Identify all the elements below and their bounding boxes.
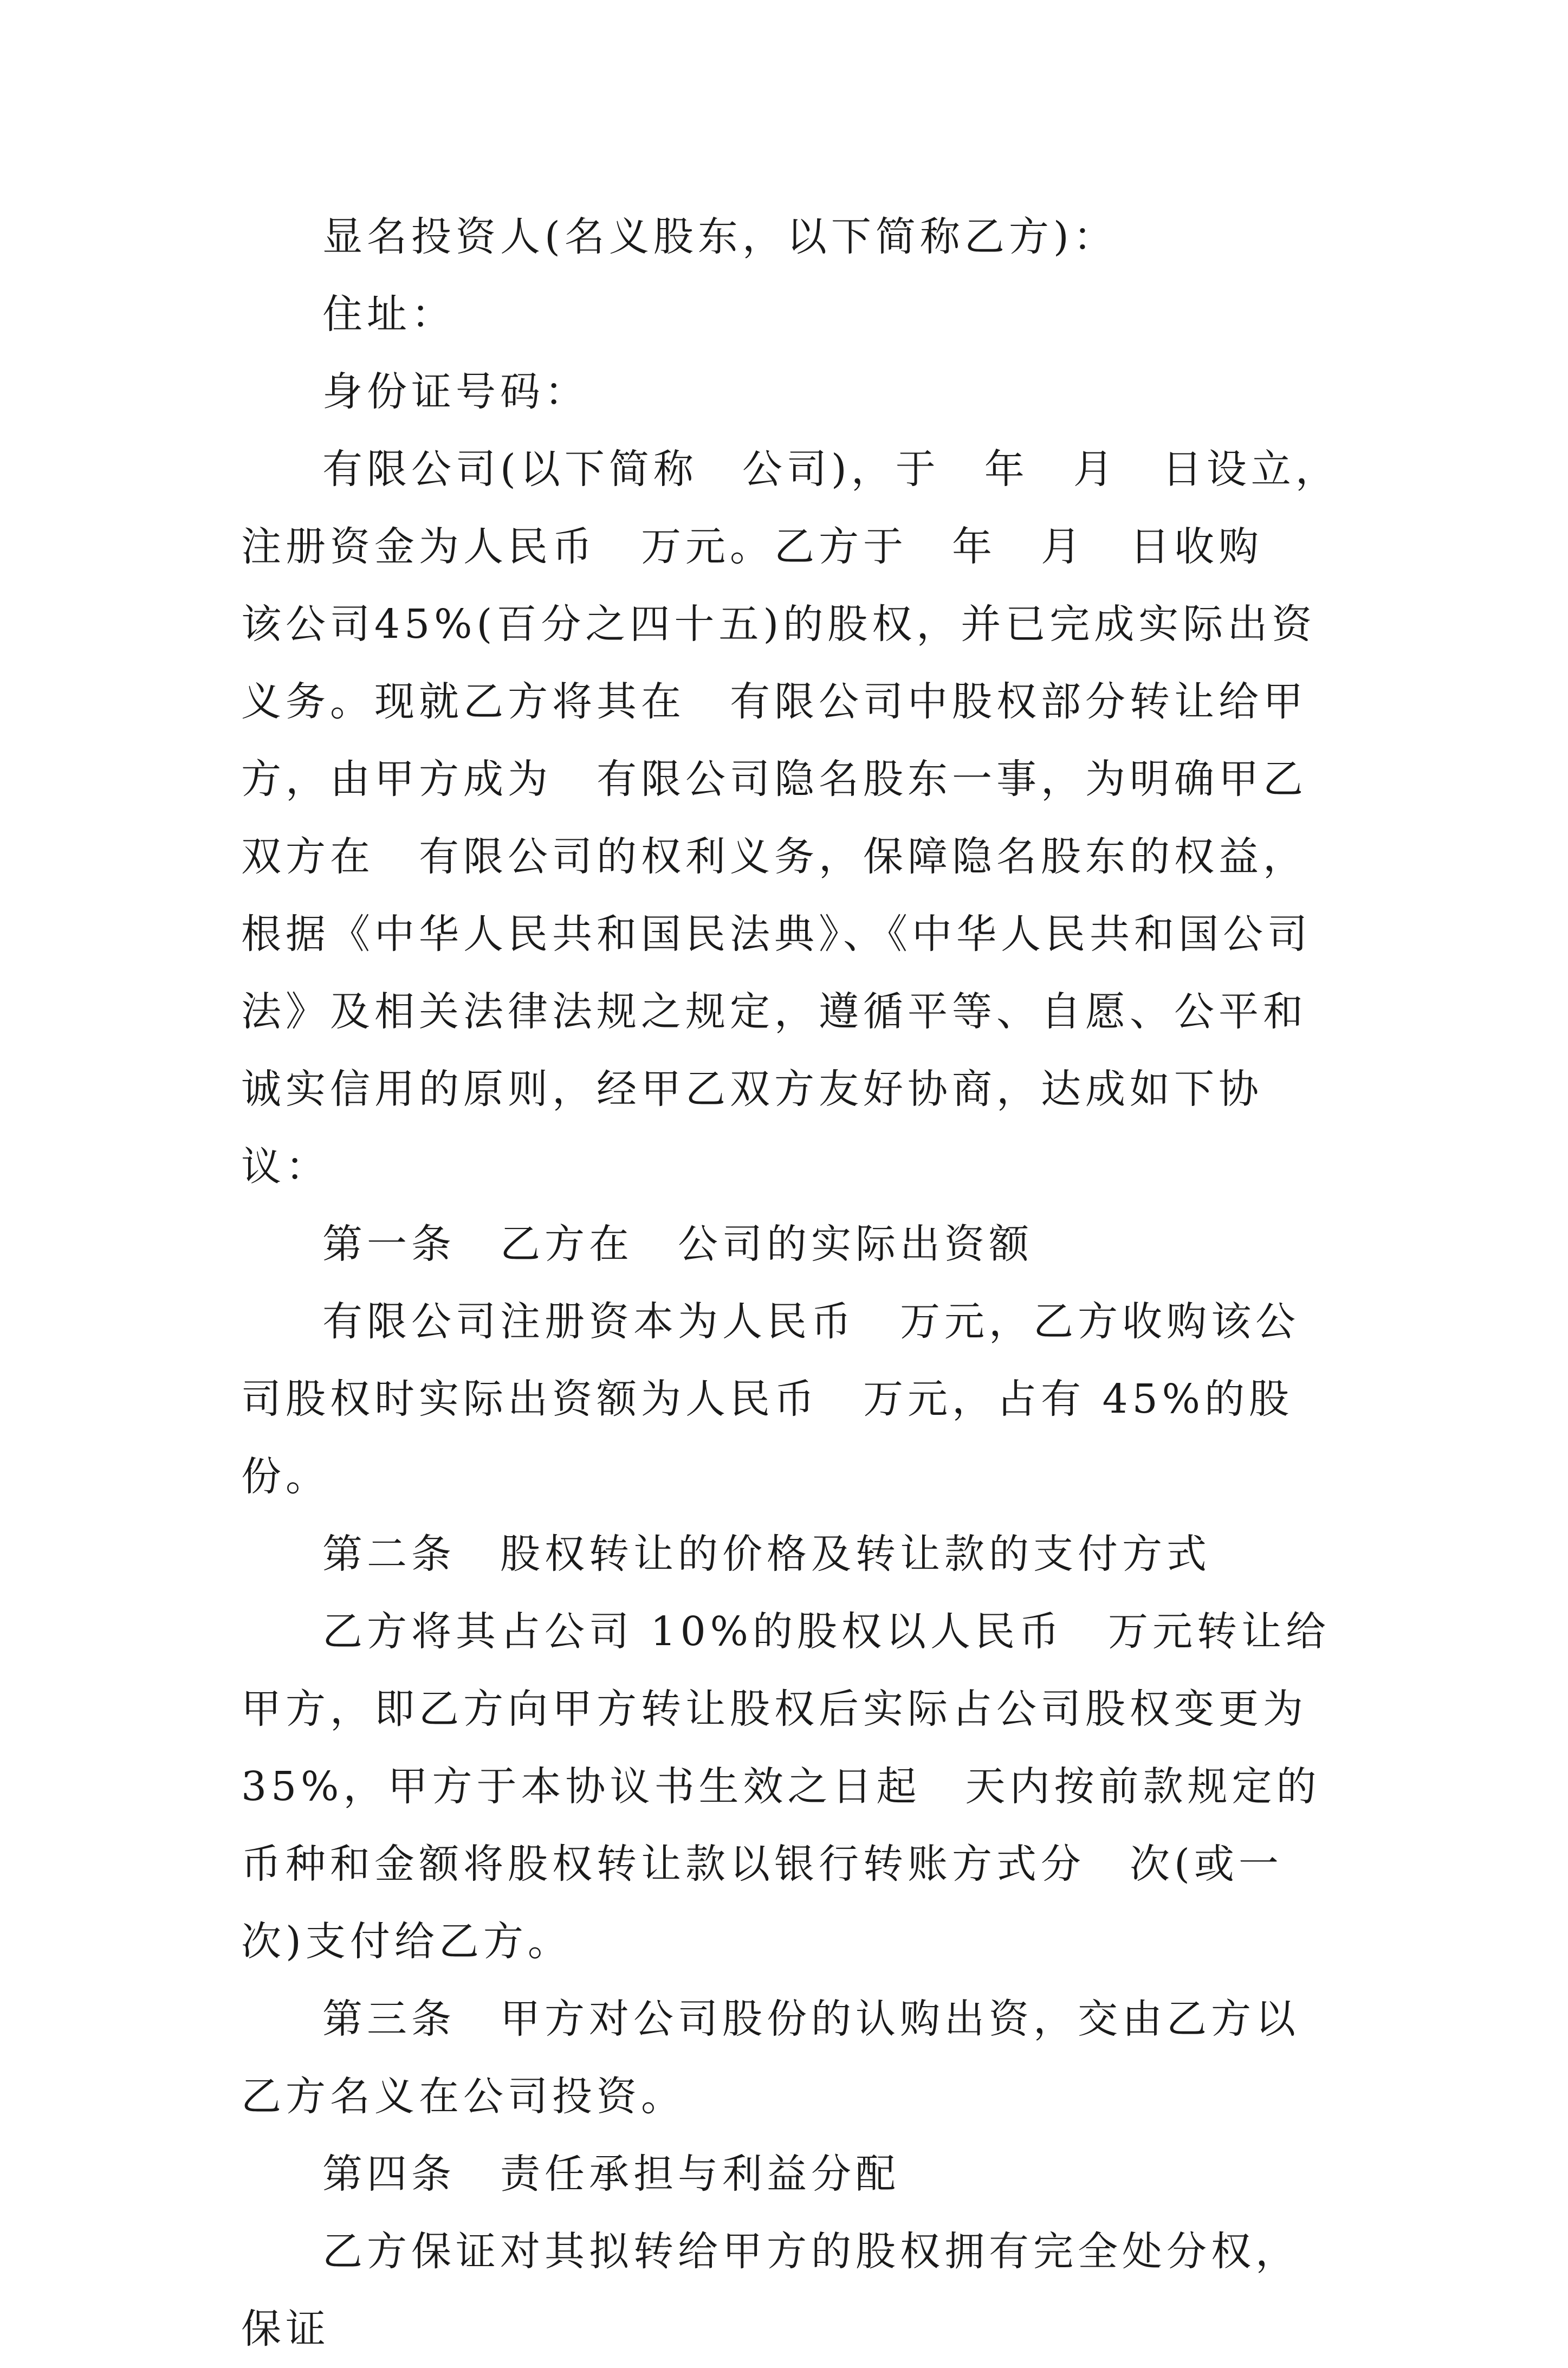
address-label: 住址：	[322, 291, 456, 338]
article-2-heading: 第二条 股权转让的价格及转让款的支付方式	[322, 1531, 1211, 1577]
document-body	[241, 198, 1341, 2368]
article-2-body: 乙方将其占公司 10%的股权以人民币 万元转让给甲方，即乙方向甲方转让股权后实际占公司股权变更为 35%，甲方于本协议书生效之日起 天内按前款规定的币种和金额将股权转让款以银行转账方式分 次(或一次)支付给乙方。	[241, 1608, 1330, 1965]
article-1-body: 有限公司注册资本为人民币 万元，乙方收购该公司股权时实际出资额为人民币 万元，占有 45%的股份。	[241, 1298, 1300, 1500]
preamble-paragraph: 有限公司(以下简称 公司)，于 年 月 日设立，注册资金为人民币 万元。乙方于 年 月 日收购 该公司45%(百分之四十五)的股权，并已完成实际出资义务。现就乙方将其在 有限公司中股权部分转让给甲方，由甲方成为 有限公司隐名股东一事，为明确甲乙双方在 有限公司的权利义务，保障隐名股东的权益，根据《中华人民共和国民法典》、《中华人民共和国公司法》及相关法律法规之规定，遵循平等、自愿、公平和诚实信用的原则，经甲乙双方友好协商，达成如下协议：	[241, 446, 1340, 1190]
article-4-body: 乙方保证对其拟转给甲方的股权拥有完全处分权，保证	[241, 2228, 1300, 2352]
id-number-label: 身份证号码：	[322, 368, 589, 415]
article-1-heading: 第一条 乙方在 公司的实际出资额	[322, 1221, 1033, 1267]
article-4-heading: 第四条 责任承担与利益分配	[322, 2151, 900, 2197]
party-b-label: 显名投资人(名义股东，以下简称乙方)：	[322, 213, 1118, 260]
article-3-paragraph: 第三条 甲方对公司股份的认购出资，交由乙方以乙方名义在公司投资。	[241, 1996, 1300, 2120]
